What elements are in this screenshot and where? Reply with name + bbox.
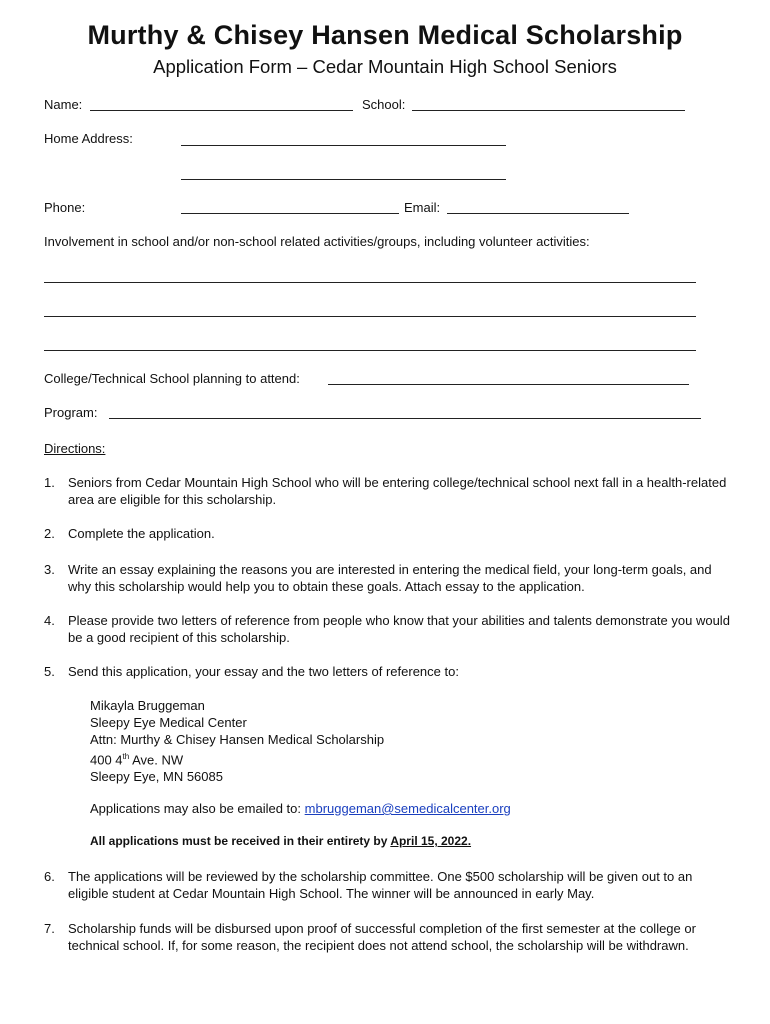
direction-item-7: [44, 920, 734, 954]
direction-number: 4.: [44, 613, 55, 628]
deadline-date: April 15, 2022.: [390, 834, 472, 848]
involvement-line-3[interactable]: [44, 350, 696, 351]
involvement-line-2[interactable]: [44, 316, 696, 317]
direction-text: Send this application, your essay and the two letters of reference to:: [68, 664, 459, 679]
direction-item-2: [44, 525, 734, 542]
mailing-address: [90, 697, 384, 785]
address-line-attn: Attn: Murthy & Chisey Hansen Medical Scholarship: [90, 732, 385, 747]
direction-item-3: [44, 561, 734, 595]
home-address-label: Home Address:: [44, 131, 133, 146]
direction-item-1: [44, 474, 734, 508]
direction-text: Complete the application.: [68, 526, 215, 541]
school-field-line[interactable]: [412, 110, 685, 111]
form-title: Murthy & Chisey Hansen Medical Scholarship: [87, 20, 683, 50]
direction-text: Seniors from Cedar Mountain High School who will be entering college/technical school next fall in a health-related area are eligible for this scholarship.: [68, 475, 727, 507]
direction-number: 7.: [44, 921, 55, 936]
direction-number: 1.: [44, 475, 55, 490]
name-label: Name:: [44, 97, 83, 112]
email-note: [90, 800, 511, 817]
direction-item-4: [44, 612, 734, 646]
direction-number: 2.: [44, 526, 55, 541]
phone-label: Phone:: [44, 200, 86, 215]
direction-item-5: [44, 663, 734, 680]
address-line-street: 400 4th Ave. NW: [90, 752, 184, 768]
address-line-org: Sleepy Eye Medical Center: [90, 715, 247, 730]
deadline-note: [90, 833, 471, 850]
direction-text: Write an essay explaining the reasons you are interested in entering the medical field, your long-term goals, and why this scholarship would help you to obtain these goals. Attach essay to the application.: [68, 562, 712, 594]
college-field-line[interactable]: [328, 384, 689, 385]
school-label: School:: [362, 97, 406, 112]
email-field-line[interactable]: [447, 213, 629, 214]
direction-text: Please provide two letters of reference from people who know that your abilities and talents demonstrate you would be a good recipient of this scholarship.: [68, 613, 730, 645]
address-line-name: Mikayla Bruggeman: [90, 698, 205, 713]
directions-heading: Directions:: [44, 441, 106, 456]
email-label: Email:: [404, 200, 441, 215]
program-label: Program:: [44, 405, 98, 420]
college-label: College/Technical School planning to attend:: [44, 371, 300, 386]
phone-field-line[interactable]: [181, 213, 399, 214]
direction-number: 3.: [44, 562, 55, 577]
email-note-text: Applications may also be emailed to:: [90, 801, 302, 816]
involvement-label: Involvement in school and/or non-school related activities/groups, including volunteer activities:: [44, 234, 590, 249]
home-address-line-2[interactable]: [181, 179, 506, 180]
involvement-line-1[interactable]: [44, 282, 696, 283]
form-subtitle: Application Form – Cedar Mountain High School Seniors: [153, 56, 617, 77]
name-field-line[interactable]: [90, 110, 353, 111]
direction-number: 5.: [44, 664, 55, 679]
address-line-city: Sleepy Eye, MN 56085: [90, 769, 223, 785]
direction-number: 6.: [44, 869, 55, 884]
email-link[interactable]: mbruggeman@semedicalcenter.org: [304, 801, 511, 816]
direction-text: Scholarship funds will be disbursed upon proof of successful completion of the first semester at the college or technical school. If, for some reason, the recipient does not attend school, the scholarship will be withdrawn.: [68, 921, 696, 953]
home-address-line-1[interactable]: [181, 145, 506, 146]
program-field-line[interactable]: [109, 418, 701, 419]
direction-text: The applications will be reviewed by the scholarship committee. One $500 scholarship will be given out to an eligible student at Cedar Mountain High School. The winner will be announced in early May.: [68, 869, 693, 901]
deadline-text: All applications must be received in their entirety by: [90, 834, 388, 848]
direction-item-6: [44, 868, 734, 902]
